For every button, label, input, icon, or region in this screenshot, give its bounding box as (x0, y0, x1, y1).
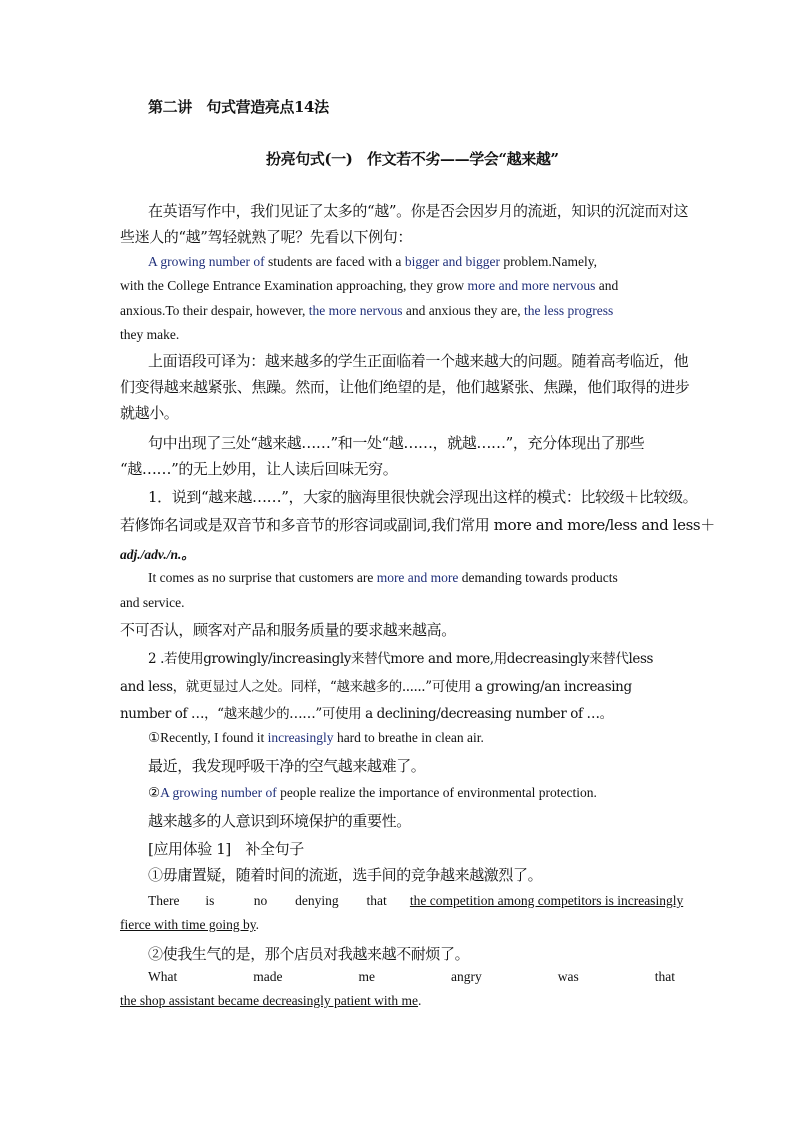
point2-line-1: 2 .若使用growingly/increasingly来替代more and more,用decreasingly来替代less (148, 651, 654, 667)
example-line-4: they make. (120, 327, 180, 342)
answer-blank-1b: fierce with time going by (120, 917, 256, 932)
point1-example-line-1: It comes as no surprise that customers are more and more demanding towards products (148, 570, 618, 585)
question-2-line-2: the shop assistant became decreasingly patient with me. (120, 993, 422, 1008)
highlight-phrase: bigger and bigger (404, 254, 501, 269)
practice-heading: [应用体验 1] 补全句子 (148, 840, 304, 858)
intro-line-1: 在英语写作中，我们见证了太多的“越”。你是否会因岁月的流逝，知识的沉淀而对这 (148, 202, 689, 220)
highlight-phrase: A growing number of (148, 254, 265, 269)
translation-line-1: 上面语段可译为：越来越多的学生正面临着一个越来越大的问题。随着高考临近，他 (148, 352, 689, 370)
point1-line-2: 若修饰名词或是双音节和多音节的形容词或副词,我们常用 more and more/less and less＋ (120, 516, 715, 534)
example-2-translation: 越来越多的人意识到环境保护的重要性。 (148, 812, 411, 830)
highlight-phrase: increasingly (267, 730, 334, 745)
example-line-1: A growing number of students are faced with a bigger and bigger problem.Namely, (148, 254, 598, 269)
lecture-title: 第二讲 句式营造亮点14法 (148, 98, 329, 116)
answer-blank-2: the shop assistant became decreasingly patient with me (120, 993, 419, 1008)
intro-line-2: 些迷人的“越”驾轻就熟了呢？先看以下例句： (120, 228, 412, 246)
highlight-phrase: more and more (376, 570, 459, 585)
highlight-phrase: the less progress (524, 303, 614, 318)
highlight-phrase: A growing number of (160, 785, 277, 800)
example-2: ②A growing number of people realize the importance of environmental protection. (148, 785, 597, 800)
example-1-translation: 最近，我发现呼吸干净的空气越来越难了。 (148, 757, 426, 775)
point2-line-3: number of …，“越来越少的……”可使用 a declining/decreasing number of …。 (120, 706, 613, 722)
point1-example-translation: 不可否认，顾客对产品和服务质量的要求越来越高。 (120, 621, 456, 639)
point1-line-3: adj./adv./n.。 (120, 547, 195, 562)
highlight-phrase: more and more nervous (467, 278, 596, 293)
translation-line-2: 们变得越来越紧张、焦躁。然而，让他们绝望的是，他们越紧张、焦躁，他们取得的进步 (120, 378, 690, 396)
example-line-3: anxious.To their despair, however, the more nervous and anxious they are, the less progress (120, 303, 614, 318)
comment-line-2: “越……”的无上妙用，让人读后回味无穷。 (120, 460, 398, 478)
question-2-line-1: What made me angry was that (148, 969, 675, 984)
example-line-2: with the College Entrance Examination approaching, they grow more and more nervous and (120, 278, 619, 293)
point1-line-1: 1．说到“越来越……”，大家的脑海里很快就会浮现出这样的模式：比较级＋比较级。 (148, 488, 698, 506)
question-2-prompt: ②使我生气的是，那个店员对我越来越不耐烦了。 (148, 945, 470, 963)
translation-line-3: 就越小。 (120, 404, 179, 422)
comment-line-1: 句中出现了三处“越来越……”和一处“越……，就越……”，充分体现出了那些 (148, 434, 645, 452)
highlight-phrase: the more nervous (308, 303, 403, 318)
answer-blank-1a: the competition among competitors is increasingly (409, 893, 684, 908)
question-1-line-1: There is no denying that the competition among competitors is increasingly (148, 893, 684, 908)
point1-example-line-2: and service. (120, 595, 185, 610)
section-title: 扮亮句式(一) 作文若不劣——学会“越来越” (266, 150, 559, 168)
question-1-prompt: ①毋庸置疑，随着时间的流逝，选手间的竞争越来越激烈了。 (148, 866, 543, 884)
point2-line-2: and less，就更显过人之处。同样，“越来越多的......”可使用 a growing/an increasing (120, 679, 632, 695)
example-1: ①Recently, I found it increasingly hard to breathe in clean air. (148, 730, 484, 745)
question-1-line-2: fierce with time going by. (120, 917, 259, 932)
